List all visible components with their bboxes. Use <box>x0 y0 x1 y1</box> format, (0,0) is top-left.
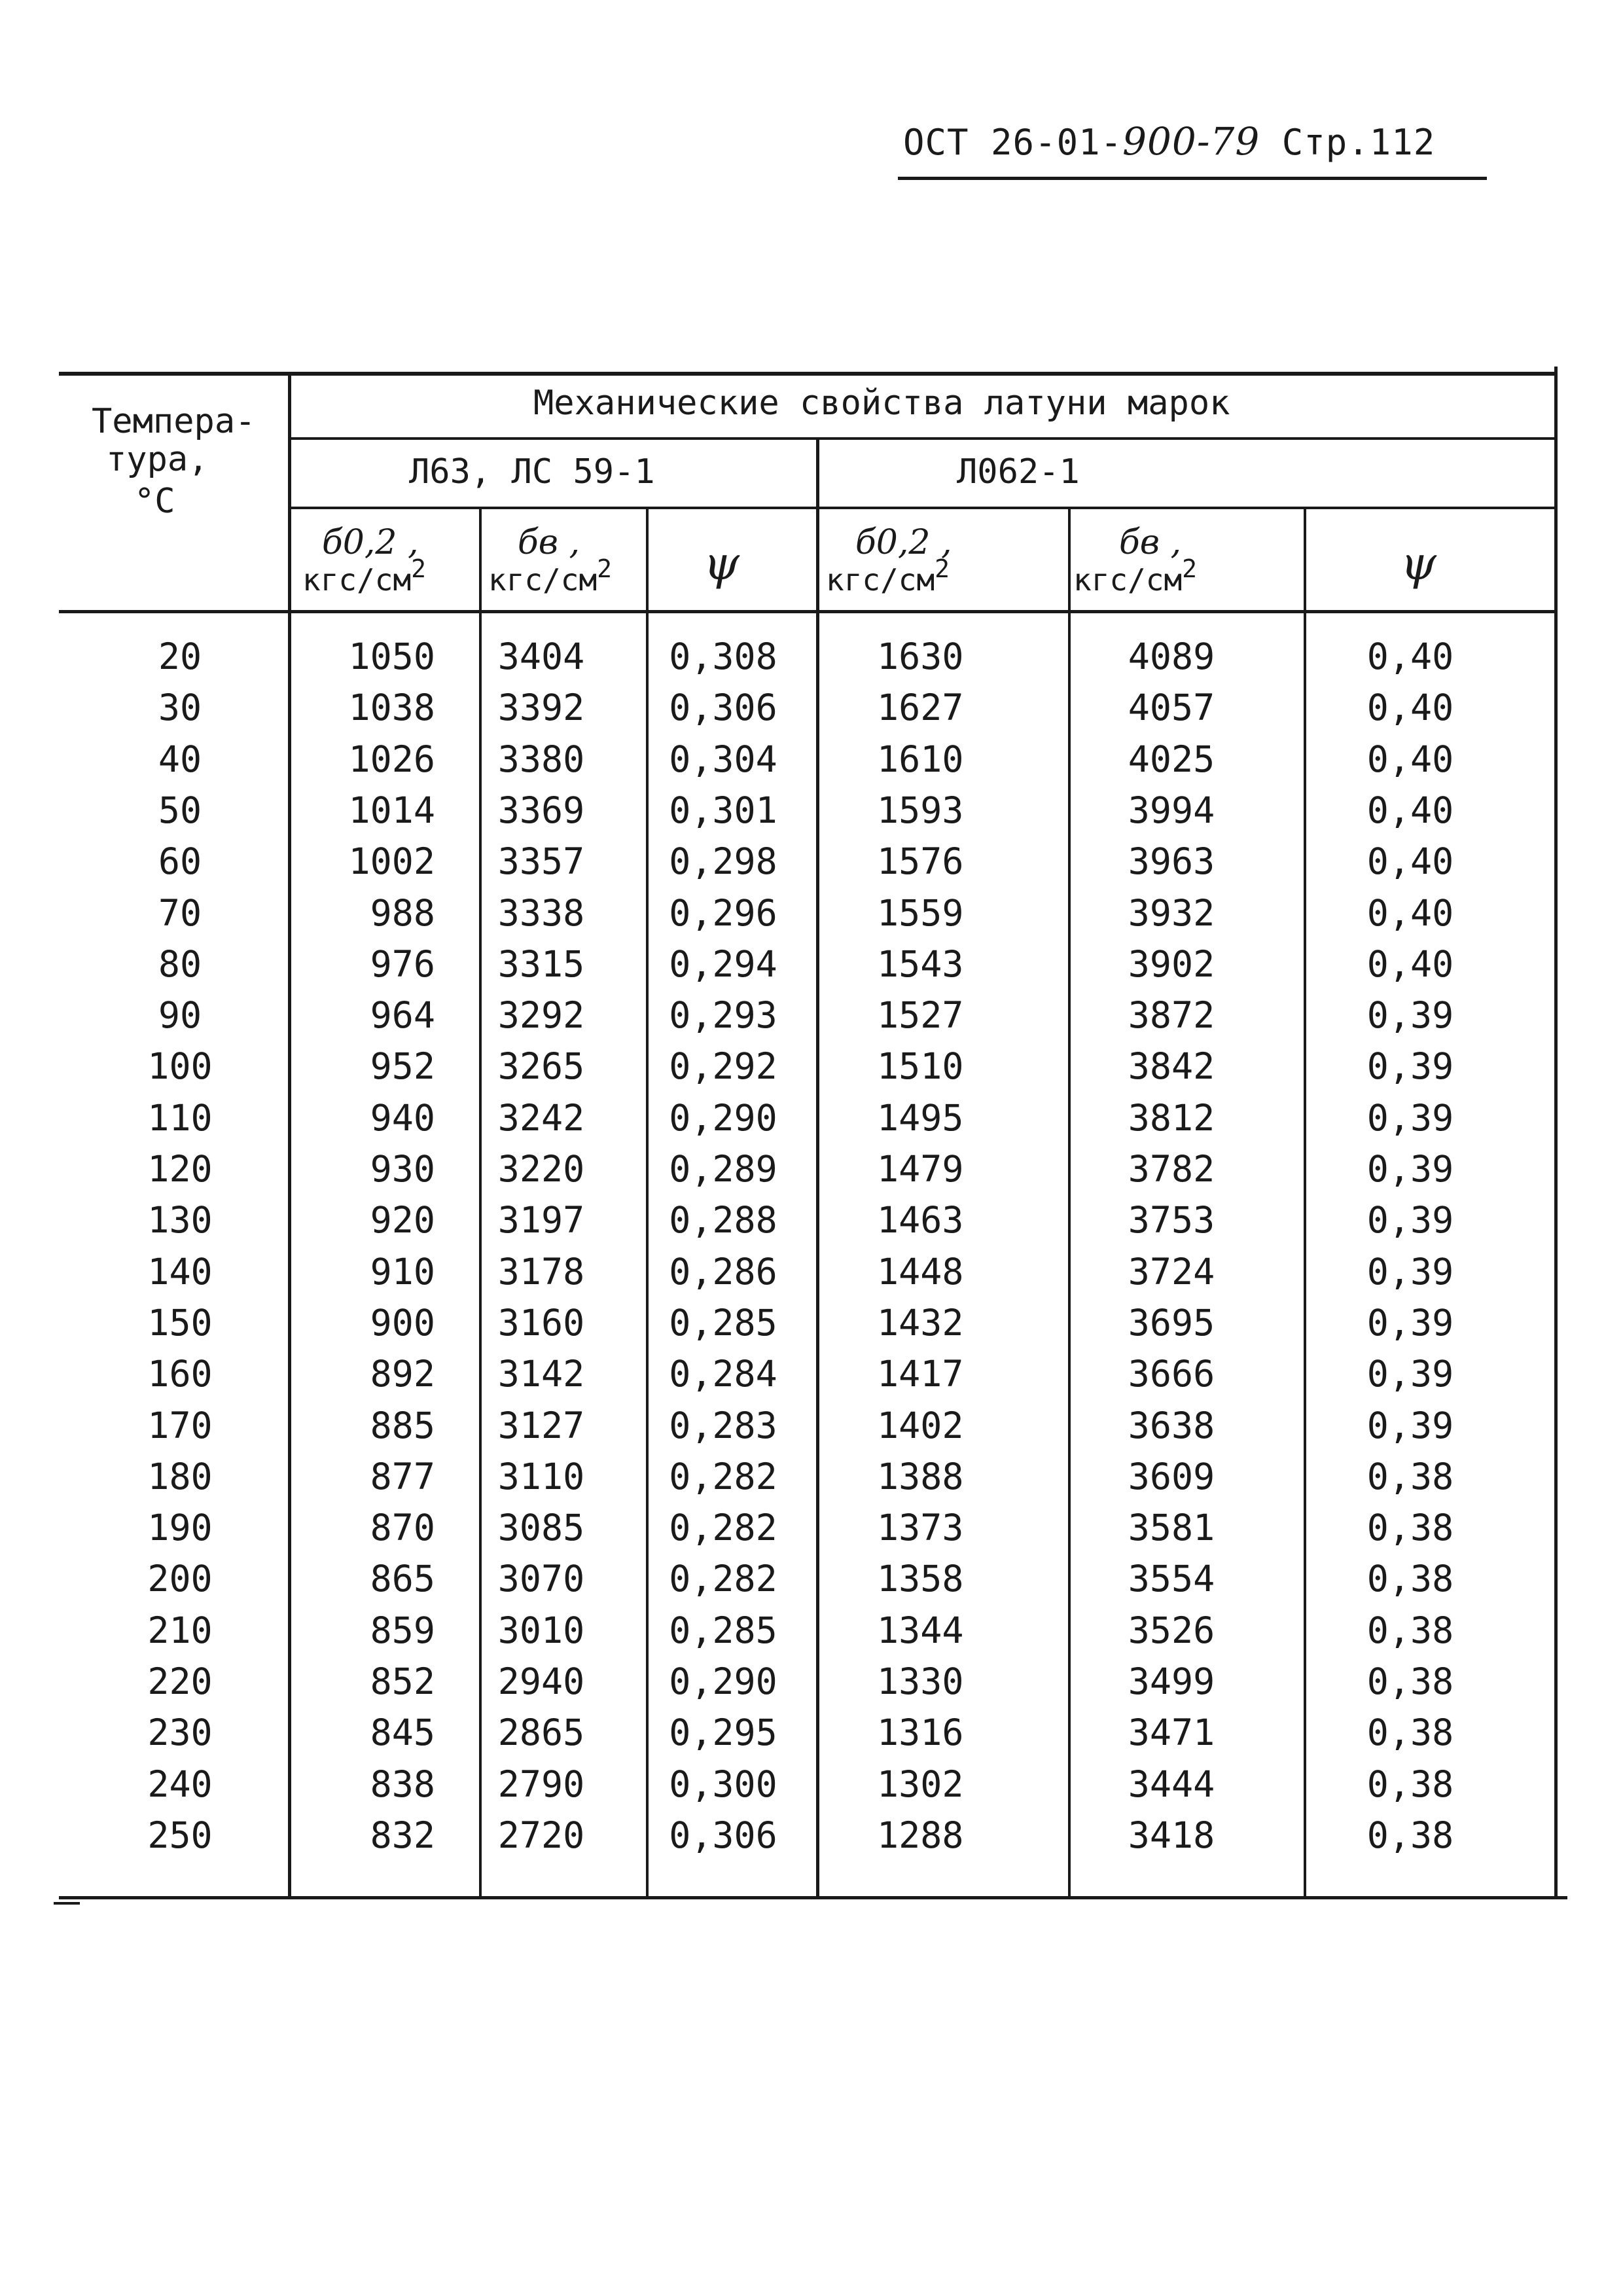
cell-temperature: 120 <box>147 1148 213 1190</box>
cell-psi: 0,282 <box>669 1507 777 1549</box>
cell-psi: 0,285 <box>669 1302 777 1344</box>
header-underline <box>898 177 1487 180</box>
sigma02-l062-symbol: б0,2 , <box>855 523 952 562</box>
cell-sigmab-l062: 3963 <box>1128 840 1215 882</box>
main-header: Механические свойства латуни марок <box>533 384 1230 423</box>
table-row <box>0 1553 1623 1604</box>
cell-sigma02: 859 <box>370 1609 435 1651</box>
table-bottom-border <box>59 1896 1567 1899</box>
cell-psi: 0,290 <box>669 1097 777 1139</box>
cell-psi-l062: 0,40 <box>1366 687 1454 728</box>
cell-sigma02: 1026 <box>348 738 435 780</box>
table-row <box>0 1502 1623 1553</box>
cell-sigma02: 1038 <box>348 687 435 728</box>
main-header-divider <box>290 437 1558 440</box>
cell-psi-l062: 0,38 <box>1366 1456 1454 1498</box>
cell-psi-l062: 0,38 <box>1366 1712 1454 1753</box>
table-row <box>0 836 1623 887</box>
cell-temperature: 180 <box>147 1456 213 1498</box>
cell-sigmab: 2865 <box>497 1712 585 1753</box>
cell-sigma02: 930 <box>370 1148 435 1190</box>
cell-temperature: 40 <box>158 738 202 780</box>
cell-sigma02: 1014 <box>348 789 435 831</box>
cell-psi-l062: 0,38 <box>1366 1814 1454 1856</box>
cell-temperature: 150 <box>147 1302 213 1344</box>
cell-psi-l062: 0,39 <box>1366 1405 1454 1446</box>
cell-temperature: 200 <box>147 1558 213 1600</box>
cell-temperature: 30 <box>158 687 202 728</box>
temperature-header-line1: Темпера- <box>92 402 256 441</box>
table-row <box>0 682 1623 733</box>
cell-psi-l062: 0,38 <box>1366 1660 1454 1702</box>
sigma02-unit: кгс/см <box>302 562 412 598</box>
cell-temperature: 50 <box>158 789 202 831</box>
cell-sigmab-l062: 3994 <box>1128 789 1215 831</box>
cell-sigma02: 852 <box>370 1660 435 1702</box>
cell-temperature: 160 <box>147 1353 213 1395</box>
cell-sigmab: 3010 <box>497 1609 585 1651</box>
cell-sigmab-l062: 3554 <box>1128 1558 1215 1600</box>
table-row <box>0 631 1623 682</box>
standard-prefix: ОСТ 26-01- <box>903 122 1123 163</box>
cell-temperature: 70 <box>158 892 202 934</box>
cell-sigma02: 988 <box>370 892 435 934</box>
cell-sigma02: 877 <box>370 1456 435 1498</box>
cell-sigmab: 3380 <box>497 738 585 780</box>
cell-sigmab: 3142 <box>497 1353 585 1395</box>
group-header-l062: Л062-1 <box>957 452 1080 492</box>
cell-psi-l062: 0,40 <box>1366 636 1454 677</box>
cell-psi: 0,292 <box>669 1045 777 1087</box>
col-header-sigmab <box>488 524 612 598</box>
table-row <box>0 1451 1623 1502</box>
cell-sigma02-l062: 1479 <box>877 1148 964 1190</box>
cell-sigmab-l062: 3526 <box>1128 1609 1215 1651</box>
cell-sigmab: 3292 <box>497 994 585 1036</box>
cell-psi-l062: 0,40 <box>1366 943 1454 985</box>
cell-sigmab-l062: 3782 <box>1128 1148 1215 1190</box>
cell-sigmab: 3369 <box>497 789 585 831</box>
sigmab-symbol: бв , <box>518 523 580 562</box>
cell-sigmab-l062: 3753 <box>1128 1199 1215 1241</box>
col-header-sigmab-l062 <box>1073 524 1197 598</box>
cell-psi-l062: 0,39 <box>1366 1045 1454 1087</box>
table-row <box>0 785 1623 836</box>
cell-psi: 0,282 <box>669 1456 777 1498</box>
cell-psi: 0,306 <box>669 687 777 728</box>
cell-sigma02: 952 <box>370 1045 435 1087</box>
cell-sigma02-l062: 1402 <box>877 1405 964 1446</box>
cell-sigmab: 3085 <box>497 1507 585 1549</box>
table-row <box>0 1194 1623 1246</box>
cell-sigmab: 2790 <box>497 1763 585 1805</box>
cell-sigma02-l062: 1344 <box>877 1609 964 1651</box>
cell-sigma02: 920 <box>370 1199 435 1241</box>
table-row <box>0 1246 1623 1297</box>
table-row <box>0 1348 1623 1399</box>
table-row <box>0 990 1623 1041</box>
cell-sigma02-l062: 1527 <box>877 994 964 1036</box>
table-row <box>0 1810 1623 1861</box>
cell-psi: 0,300 <box>669 1763 777 1805</box>
cell-psi-l062: 0,39 <box>1366 1199 1454 1241</box>
cell-sigma02-l062: 1358 <box>877 1558 964 1600</box>
cell-sigma02-l062: 1510 <box>877 1045 964 1087</box>
sigmab-l062-unit: кгс/см <box>1073 562 1183 598</box>
cell-sigmab-l062: 3842 <box>1128 1045 1215 1087</box>
cell-sigma02: 870 <box>370 1507 435 1549</box>
cell-sigmab-l062: 3444 <box>1128 1763 1215 1805</box>
cell-sigmab: 3160 <box>497 1302 585 1344</box>
cell-sigma02-l062: 1593 <box>877 789 964 831</box>
cell-sigma02-l062: 1630 <box>877 636 964 677</box>
cell-sigmab: 3357 <box>497 840 585 882</box>
cell-psi: 0,283 <box>669 1405 777 1446</box>
cell-sigma02-l062: 1432 <box>877 1302 964 1344</box>
header-bottom-border <box>59 610 1558 613</box>
table-row <box>0 1707 1623 1758</box>
col-header-psi: ψ <box>704 537 740 590</box>
cell-psi-l062: 0,39 <box>1366 1148 1454 1190</box>
cell-psi: 0,289 <box>669 1148 777 1190</box>
table-row <box>0 888 1623 939</box>
cell-psi-l062: 0,38 <box>1366 1609 1454 1651</box>
cell-psi-l062: 0,38 <box>1366 1558 1454 1600</box>
cell-sigmab-l062: 3695 <box>1128 1302 1215 1344</box>
table-row <box>0 939 1623 990</box>
table-row <box>0 734 1623 785</box>
col-header-sigma02 <box>302 524 426 598</box>
sigmab-unit: кгс/см <box>488 562 597 598</box>
cell-psi-l062: 0,40 <box>1366 789 1454 831</box>
cell-sigma02-l062: 1576 <box>877 840 964 882</box>
col-header-psi-l062: ψ <box>1400 537 1436 590</box>
cell-psi-l062: 0,40 <box>1366 738 1454 780</box>
cell-psi-l062: 0,38 <box>1366 1763 1454 1805</box>
cell-sigma02-l062: 1417 <box>877 1353 964 1395</box>
cell-sigma02-l062: 1302 <box>877 1763 964 1805</box>
cell-temperature: 90 <box>158 994 202 1036</box>
cell-psi-l062: 0,39 <box>1366 1302 1454 1344</box>
cell-psi: 0,284 <box>669 1353 777 1395</box>
sigmab-l062-symbol: бв , <box>1119 523 1182 562</box>
sigmab-unit-power: 2 <box>597 554 613 583</box>
cell-psi: 0,285 <box>669 1609 777 1651</box>
cell-sigma02-l062: 1463 <box>877 1199 964 1241</box>
cell-sigmab-l062: 4089 <box>1128 636 1215 677</box>
sigmab-l062-unit-power: 2 <box>1182 554 1198 583</box>
cell-psi-l062: 0,39 <box>1366 1097 1454 1139</box>
cell-sigmab: 3197 <box>497 1199 585 1241</box>
cell-sigmab: 3315 <box>497 943 585 985</box>
table-row <box>0 1092 1623 1143</box>
cell-psi: 0,301 <box>669 789 777 831</box>
cell-sigma02-l062: 1388 <box>877 1456 964 1498</box>
cell-psi-l062: 0,38 <box>1366 1507 1454 1549</box>
sigma02-unit-power: 2 <box>411 554 427 583</box>
cell-temperature: 130 <box>147 1199 213 1241</box>
cell-sigmab: 3127 <box>497 1405 585 1446</box>
cell-temperature: 230 <box>147 1712 213 1753</box>
cell-sigmab: 3070 <box>497 1558 585 1600</box>
cell-sigmab-l062: 3932 <box>1128 892 1215 934</box>
bottom-left-dash <box>54 1902 80 1905</box>
cell-sigma02-l062: 1448 <box>877 1251 964 1293</box>
cell-sigmab: 3178 <box>497 1251 585 1293</box>
cell-temperature: 220 <box>147 1660 213 1702</box>
cell-psi-l062: 0,40 <box>1366 892 1454 934</box>
table-row <box>0 1143 1623 1194</box>
table-row <box>0 1297 1623 1348</box>
cell-temperature: 80 <box>158 943 202 985</box>
cell-psi: 0,308 <box>669 636 777 677</box>
cell-sigma02-l062: 1288 <box>877 1814 964 1856</box>
cell-sigmab: 3242 <box>497 1097 585 1139</box>
cell-sigma02: 976 <box>370 943 435 985</box>
cell-sigmab-l062: 3902 <box>1128 943 1215 985</box>
sigma02-l062-unit: кгс/см <box>826 562 935 598</box>
cell-psi-l062: 0,39 <box>1366 1353 1454 1395</box>
cell-sigma02: 832 <box>370 1814 435 1856</box>
cell-temperature: 60 <box>158 840 202 882</box>
cell-psi: 0,304 <box>669 738 777 780</box>
cell-psi: 0,294 <box>669 943 777 985</box>
cell-temperature: 140 <box>147 1251 213 1293</box>
cell-sigma02-l062: 1373 <box>877 1507 964 1549</box>
cell-sigma02: 865 <box>370 1558 435 1600</box>
cell-psi: 0,293 <box>669 994 777 1036</box>
cell-sigma02: 838 <box>370 1763 435 1805</box>
cell-sigma02: 1002 <box>348 840 435 882</box>
group-header-l63: Л63, ЛС 59-1 <box>409 452 655 492</box>
table-row <box>0 1759 1623 1810</box>
cell-sigma02: 885 <box>370 1405 435 1446</box>
cell-sigmab-l062: 3666 <box>1128 1353 1215 1395</box>
cell-sigmab-l062: 3724 <box>1128 1251 1215 1293</box>
temperature-header-line2: тура, <box>106 440 209 479</box>
table-top-border <box>59 372 1558 376</box>
table-row <box>0 1041 1623 1092</box>
standard-number: 900-79 <box>1122 119 1260 164</box>
sigma02-symbol: б0,2 , <box>322 523 419 562</box>
cell-sigma02-l062: 1330 <box>877 1660 964 1702</box>
cell-temperature: 250 <box>147 1814 213 1856</box>
cell-sigma02: 892 <box>370 1353 435 1395</box>
cell-temperature: 100 <box>147 1045 213 1087</box>
cell-sigma02: 1050 <box>348 636 435 677</box>
cell-sigmab-l062: 3609 <box>1128 1456 1215 1498</box>
cell-sigma02: 910 <box>370 1251 435 1293</box>
cell-sigma02-l062: 1610 <box>877 738 964 780</box>
cell-sigma02: 900 <box>370 1302 435 1344</box>
table-row <box>0 1656 1623 1707</box>
sigma02-l062-unit-power: 2 <box>935 554 950 583</box>
cell-psi: 0,288 <box>669 1199 777 1241</box>
cell-sigmab: 3338 <box>497 892 585 934</box>
cell-sigma02: 940 <box>370 1097 435 1139</box>
temperature-header-unit: °C <box>134 482 175 521</box>
table-row <box>0 1605 1623 1656</box>
cell-sigmab-l062: 3471 <box>1128 1712 1215 1753</box>
page-label: Стр.112 <box>1281 122 1436 163</box>
cell-psi: 0,298 <box>669 840 777 882</box>
cell-sigmab-l062: 3581 <box>1128 1507 1215 1549</box>
cell-sigma02-l062: 1316 <box>877 1712 964 1753</box>
cell-sigma02: 964 <box>370 994 435 1036</box>
cell-sigmab-l062: 3872 <box>1128 994 1215 1036</box>
cell-temperature: 170 <box>147 1405 213 1446</box>
cell-sigmab: 3404 <box>497 636 585 677</box>
cell-psi-l062: 0,39 <box>1366 994 1454 1036</box>
cell-temperature: 240 <box>147 1763 213 1805</box>
cell-sigmab: 2720 <box>497 1814 585 1856</box>
cell-psi: 0,306 <box>669 1814 777 1856</box>
cell-sigmab-l062: 3418 <box>1128 1814 1215 1856</box>
cell-sigmab-l062: 3812 <box>1128 1097 1215 1139</box>
cell-sigmab-l062: 4025 <box>1128 738 1215 780</box>
cell-temperature: 20 <box>158 636 202 677</box>
cell-psi: 0,290 <box>669 1660 777 1702</box>
cell-temperature: 190 <box>147 1507 213 1549</box>
cell-psi: 0,286 <box>669 1251 777 1293</box>
cell-sigma02-l062: 1559 <box>877 892 964 934</box>
cell-psi-l062: 0,39 <box>1366 1251 1454 1293</box>
cell-sigmab: 3220 <box>497 1148 585 1190</box>
cell-sigmab: 3110 <box>497 1456 585 1498</box>
cell-sigma02-l062: 1495 <box>877 1097 964 1139</box>
document-header <box>903 119 1435 164</box>
cell-sigma02-l062: 1543 <box>877 943 964 985</box>
cell-sigmab: 3392 <box>497 687 585 728</box>
cell-temperature: 210 <box>147 1609 213 1651</box>
cell-psi-l062: 0,40 <box>1366 840 1454 882</box>
cell-psi: 0,295 <box>669 1712 777 1753</box>
cell-psi: 0,296 <box>669 892 777 934</box>
cell-sigmab: 3265 <box>497 1045 585 1087</box>
cell-sigma02: 845 <box>370 1712 435 1753</box>
cell-temperature: 110 <box>147 1097 213 1139</box>
cell-sigma02-l062: 1627 <box>877 687 964 728</box>
col-header-sigma02-l062 <box>826 524 952 598</box>
cell-sigmab-l062: 3638 <box>1128 1405 1215 1446</box>
table-row <box>0 1400 1623 1451</box>
cell-psi: 0,282 <box>669 1558 777 1600</box>
cell-sigmab-l062: 4057 <box>1128 687 1215 728</box>
cell-sigmab: 2940 <box>497 1660 585 1702</box>
cell-sigmab-l062: 3499 <box>1128 1660 1215 1702</box>
